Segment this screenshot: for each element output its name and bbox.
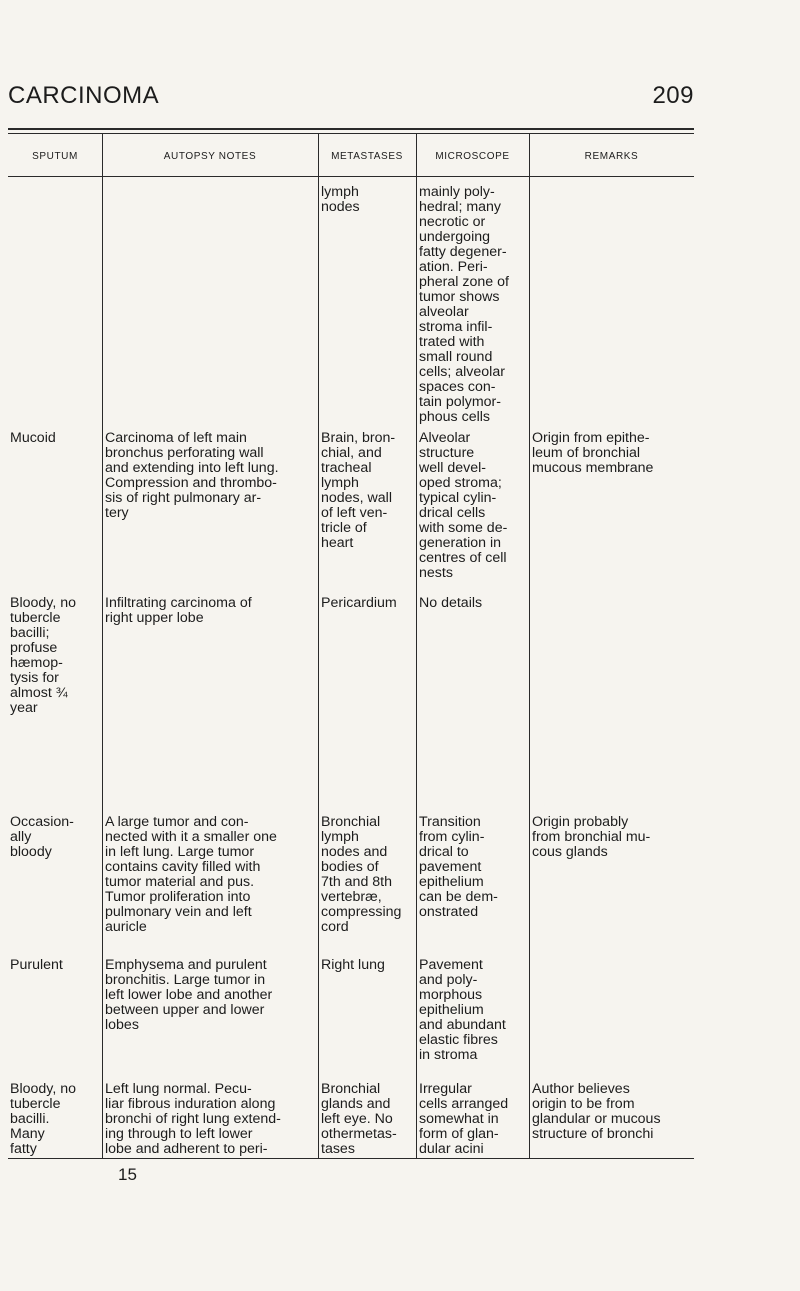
column-header-sputum: SPUTUM — [32, 151, 78, 162]
table-cell-microscope: No details — [419, 595, 483, 611]
running-title: CARCINOMA — [8, 82, 160, 109]
column-divider — [416, 134, 417, 1158]
column-header-metastases: METASTASES — [331, 151, 403, 162]
table-cell-microscope: Transition from cylin- drical to pavement epithelium can be dem- onstrated — [419, 814, 498, 920]
top-rule-thin — [8, 133, 694, 134]
signature-mark: 15 — [118, 1165, 137, 1184]
table-cell-sputum: Bloody, no tubercle bacilli; profuse hæmop- tysis for almost ¾ year — [10, 595, 76, 716]
table-cell-remarks: Author believes origin to be from glandular or mucous structure of bronchi — [532, 1081, 661, 1142]
table-cell-microscope: Irregular cells arranged somewhat in form of glan- dular acini — [419, 1081, 509, 1157]
table-cell-autopsy: Emphysema and purulent bronchitis. Large tumor in left lower lobe and another between upper and lower lobes — [105, 957, 273, 1033]
table-cell-autopsy: Left lung normal. Pecu- liar fibrous induration along bronchi of right lung extend- ing through to left lower lobe and adherent to peri- — [105, 1081, 281, 1157]
column-header-autopsy-notes: AUTOPSY NOTES — [163, 151, 257, 162]
table-cell-metastases: lymph nodes — [321, 184, 360, 215]
header-rule — [8, 176, 694, 177]
table-cell-metastases: Bronchial lymph nodes and bodies of 7th and 8th vertebræ, compressing cord — [321, 814, 402, 935]
table-cell-metastases: Pericardium — [321, 595, 397, 611]
table-cell-metastases: Brain, bron- chial, and tracheal lymph nodes, wall of left ven- tricle of heart — [321, 430, 396, 551]
table-cell-sputum: Purulent — [10, 957, 63, 973]
table-cell-microscope: mainly poly- hedral; many necrotic or undergoing fatty degener- ation. Peri- pheral zone of tumor shows alveolar stroma infil- trated with small round cells; alveolar spaces con- tain polymor- phous cells — [419, 184, 509, 425]
running-head — [8, 82, 694, 110]
table-cell-sputum: Occasion- ally bloody — [10, 814, 74, 860]
table-cell-microscope: Pavement and poly- morphous epithelium and abundant elastic fibres in stroma — [419, 957, 506, 1063]
column-divider — [529, 134, 530, 1158]
page-number: 209 — [652, 82, 694, 109]
table-cell-metastases: Right lung — [321, 957, 385, 973]
table-cell-autopsy: Carcinoma of left main bronchus perforating wall and extending into left lung. Compression and thrombo- sis of right pulmonary ar- tery — [105, 430, 279, 521]
bottom-rule — [8, 1158, 694, 1159]
table-cell-microscope: Alveolar structure well devel- oped stroma; typical cylin- drical cells with some de- generation in centres of cell nests — [419, 430, 508, 581]
column-divider — [318, 134, 319, 1158]
top-rule-thick — [8, 128, 694, 130]
table-cell-autopsy: Infiltrating carcinoma of right upper lobe — [105, 595, 252, 626]
table-cell-metastases: Bronchial glands and left eye. No othermetas- tases — [321, 1081, 397, 1157]
column-header-microscope: MICROSCOPE — [435, 151, 510, 162]
column-header-remarks: REMARKS — [584, 151, 639, 162]
table-cell-sputum: Bloody, no tubercle bacilli. Many fatty — [10, 1081, 76, 1157]
table-cell-sputum: Mucoid — [10, 430, 56, 446]
column-divider — [102, 134, 103, 1158]
table-cell-remarks: Origin probably from bronchial mu- cous glands — [532, 814, 651, 860]
table-cell-autopsy: A large tumor and con- nected with it a smaller one in left lung. Large tumor contains cavity filled with tumor material and pus. Tumor proliferation into pulmonary vein and left auricle — [105, 814, 277, 935]
table-cell-remarks: Origin from epithe- leum of bronchial mucous membrane — [532, 430, 654, 476]
